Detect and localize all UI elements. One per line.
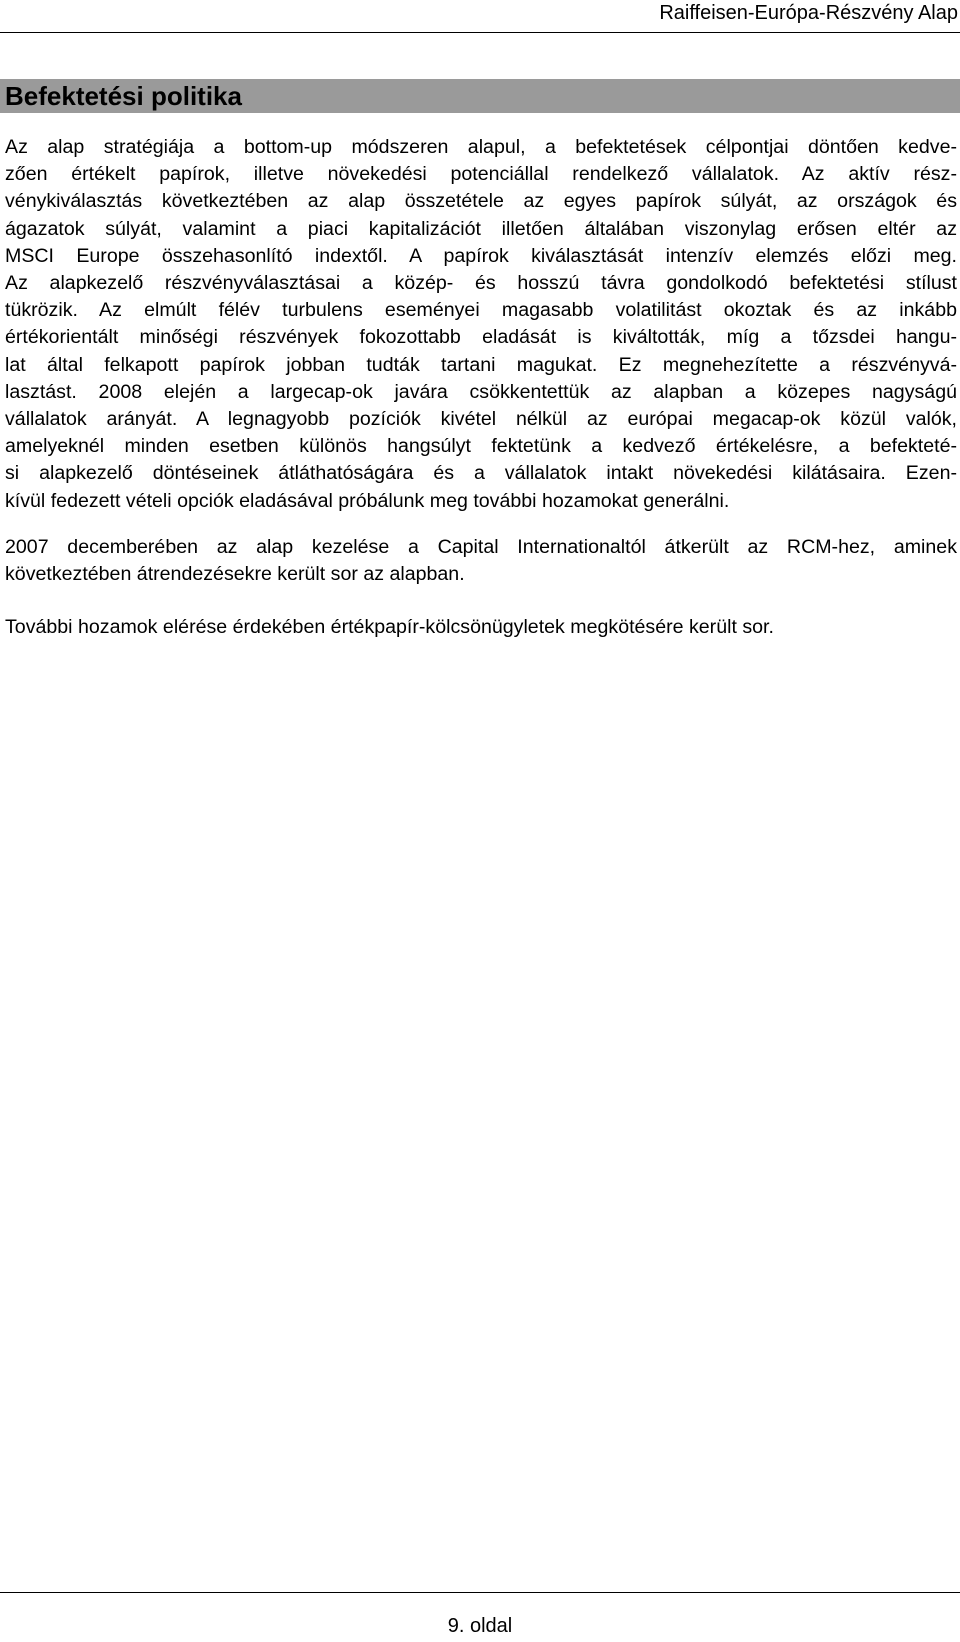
page-number: 9. oldal — [447, 1615, 513, 1637]
text-line: következtében átrendezésekre került sor az alapban. — [5, 563, 465, 586]
section-heading: Befektetési politika — [0, 79, 960, 113]
text-line: Az alap stratégiája a bottom-up módszeren alapul, a befektetések célpontjai döntően kedve- — [5, 136, 957, 158]
text-line: További hozamok elérése érdekében értékpapír-kölcsönügyletek megkötésére került sor. — [5, 616, 774, 638]
text-line: vállalatok arányát. A legnagyobb pozíciók kivétel nélkül az európai megacap-ok közül valók, — [5, 408, 957, 431]
text-line: si alapkezelő döntéseinek átláthatóságára és a vállalatok intakt növekedési kilátásaira. Ezen- — [5, 462, 957, 485]
text-line: tükrözik. Az elmúlt félév turbulens eseményei magasabb volatilitást okoztak és az inkább — [5, 299, 957, 322]
text-line: kívül fedezett vételi opciók eladásával próbálunk meg további hozamokat generálni. — [5, 489, 730, 512]
text-line: lat által felkapott papírok jobban tudták tartani magukat. Ez megnehezítette a részvényvá- — [5, 353, 957, 376]
text-line: értékorientált minőségi részvények fokozottabb eladását is kiváltották, míg a tőzsdei hangu- — [5, 326, 957, 349]
text-line: amelyeknél minden esetben különös hangsúlyt fektetünk a kedvező értékelésre, a befekteté- — [5, 435, 957, 458]
running-header: Raiffeisen-Európa-Részvény Alap — [659, 2, 958, 24]
footer-divider — [0, 1592, 960, 1593]
text-line: 2007 decemberében az alap kezelése a Capital Internationaltól átkerült az RCM-hez, aminek — [5, 536, 957, 558]
text-line: MSCI Europe összehasonlító indextől. A papírok kiválasztását intenzív elemzés előzi meg. — [5, 244, 957, 267]
paragraph-investment-strategy — [5, 134, 957, 515]
paragraph-management-change — [5, 534, 957, 588]
text-line: lasztást. 2008 elején a largecap-ok javára csökkentettük az alapban a közepes nagyságú — [5, 380, 957, 403]
header-divider — [0, 32, 960, 33]
text-line: ágazatok súlyát, valamint a piaci kapitalizációt illetően általában viszonylag erősen eltér az — [5, 217, 957, 240]
text-line: zően értékelt papírok, illetve növekedési potenciállal rendelkező vállalatok. Az aktív rész- — [5, 163, 957, 186]
paragraph-securities-lending — [5, 614, 957, 641]
text-line: Az alapkezelő részvényválasztásai a közép- és hosszú távra gondolkodó befektetési stílust — [5, 272, 957, 295]
text-line: vénykiválasztás következtében az alap összetétele az egyes papírok súlyát, az országok és — [5, 190, 957, 213]
